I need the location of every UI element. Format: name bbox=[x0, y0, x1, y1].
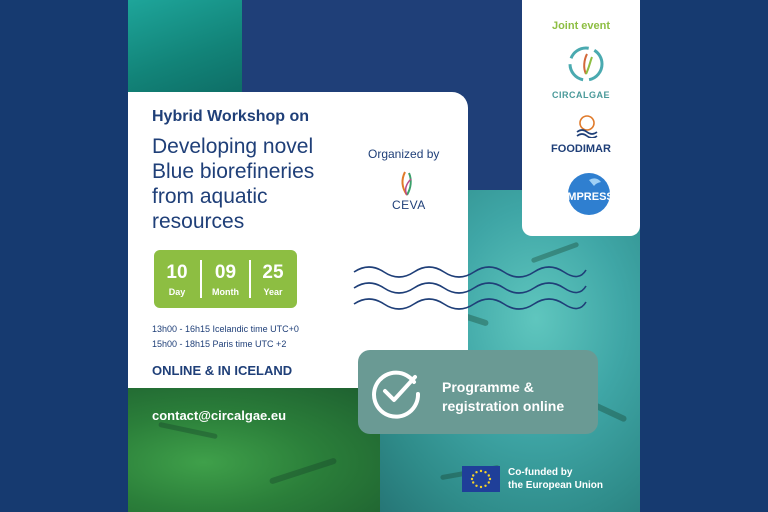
date-year-value: 25 bbox=[262, 262, 284, 283]
foodimar-logo-icon bbox=[574, 114, 600, 138]
event-title: Developing novel Blue biorefineries from aquatic resources bbox=[152, 135, 315, 233]
check-circle-icon bbox=[368, 364, 424, 420]
ceva-logo-icon bbox=[392, 170, 422, 196]
eu-funding-line1: Co-funded by bbox=[508, 467, 573, 478]
date-month bbox=[202, 250, 249, 308]
eu-funding-text bbox=[508, 466, 603, 492]
navy-block bbox=[242, 0, 522, 92]
date-day bbox=[154, 250, 200, 308]
date-year bbox=[251, 250, 295, 308]
date-day-value: 10 bbox=[166, 262, 188, 283]
contact-email[interactable]: contact@circalgae.eu bbox=[152, 408, 287, 423]
impress-logo-icon bbox=[563, 172, 615, 216]
event-subtitle: Hybrid Workshop on bbox=[152, 108, 310, 125]
partner-foodimar: FOODIMAR bbox=[551, 143, 611, 155]
joint-event-heading: Joint event bbox=[551, 20, 611, 32]
time-icelandic: 13h00 - 16h15 Icelandic time UTC+0 bbox=[152, 324, 299, 334]
wave-lines-icon bbox=[352, 262, 588, 322]
right-margin bbox=[640, 0, 768, 512]
eu-funding-line2: the European Union bbox=[508, 480, 603, 491]
date-box bbox=[154, 250, 297, 308]
date-day-label: Day bbox=[168, 287, 186, 297]
teal-algae-image bbox=[128, 0, 242, 92]
eu-flag-icon bbox=[462, 466, 500, 492]
programme-registration-label[interactable]: Programme & registration online bbox=[442, 379, 565, 414]
event-location: ONLINE & IN ICELAND bbox=[152, 363, 293, 378]
organizer-name: CEVA bbox=[392, 198, 426, 212]
time-paris: 15h00 - 18h15 Paris time UTC +2 bbox=[152, 339, 287, 349]
green-algae-image bbox=[128, 388, 380, 512]
partner-impress: IMPRESS bbox=[564, 191, 614, 203]
date-month-label: Month bbox=[212, 287, 239, 297]
left-margin bbox=[0, 0, 128, 512]
partner-circalgae: CIRCALGAE bbox=[552, 90, 610, 100]
organized-by-label: Organized by bbox=[368, 147, 440, 161]
navy-block-right bbox=[468, 92, 522, 190]
date-year-label: Year bbox=[263, 287, 283, 297]
circalgae-logo-icon bbox=[566, 44, 606, 84]
date-month-value: 09 bbox=[214, 262, 237, 283]
